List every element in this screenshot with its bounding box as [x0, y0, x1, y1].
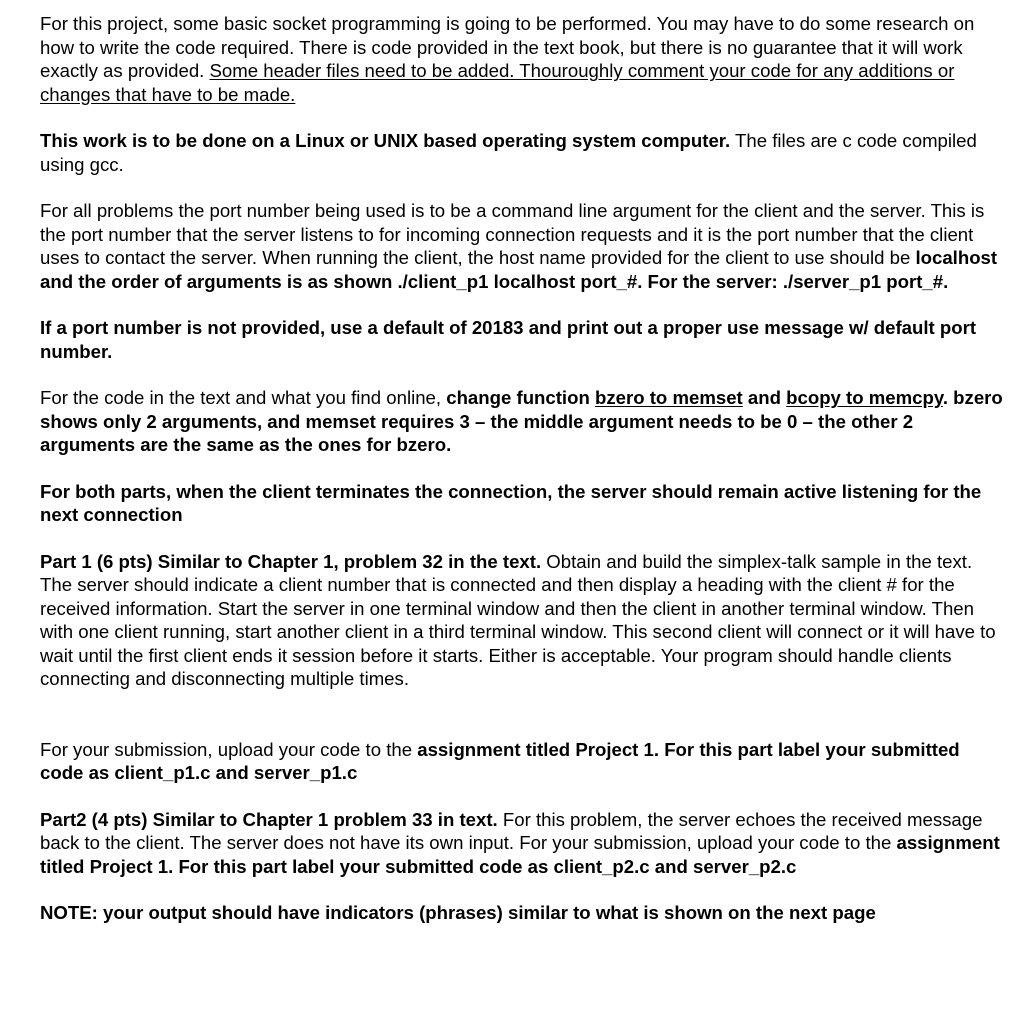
bcopy-memcpy-underlined: bcopy to memcpy — [786, 387, 943, 408]
bzero-memset-underlined: bzero to memset — [594, 387, 743, 408]
default-port-bold: If a port number is not provided, use a default of 20183 and print out a proper use message w/ default port number. — [40, 317, 977, 362]
intro-underlined-instruction: Some header files need to be added. Thouroughly comment your code for any additions or changes that have to be made. — [40, 60, 955, 105]
part2-paragraph — [40, 808, 1008, 879]
os-requirement-text: The files are c code compiled using gcc. — [40, 130, 977, 175]
note-bold: NOTE: your output should have indicators (phrases) similar to what is shown on the next page — [40, 902, 876, 923]
function-change-bold-1: change function — [446, 387, 595, 408]
part1-submission-bold: assignment titled Project 1. For this part label your submitted code as client_p1.c and server_p1.c — [40, 738, 960, 783]
part1-paragraph — [40, 550, 1008, 691]
part2-heading: Part2 (4 pts) Similar to Chapter 1 problem 33 in text. — [40, 808, 498, 830]
part2-text: For this problem, the server echoes the received message back to the client. The server does not have its own input. For your submission, upload your code to the — [40, 808, 983, 853]
part2-submission-bold: assignment titled Project 1. For this part label your submitted code as client_p2.c and server_p2.c — [40, 832, 1000, 877]
part1-heading: Part 1 (6 pts) Similar to Chapter 1, problem 32 in the text. — [40, 550, 542, 572]
intro-paragraph — [40, 12, 1008, 106]
port-number-bold: localhost and the order of arguments is as shown ./client_p1 localhost port_#. For the server: ./server_p1 port_#. — [40, 247, 998, 292]
function-change-bold-2: and — [742, 387, 787, 408]
intro-text: For this project, some basic socket programming is going to be performed. You may have to do some research on how to write the code required. There is code provided in the text book, but there is no guarantee that it will work exactly as provided. — [40, 13, 975, 81]
port-number-paragraph — [40, 199, 1008, 293]
os-requirement-paragraph — [40, 129, 1008, 176]
server-active-paragraph — [40, 480, 1008, 527]
os-requirement-bold: This work is to be done on a Linux or UNIX based operating system computer. — [40, 130, 731, 151]
function-change-text: For the code in the text and what you find online, — [40, 387, 447, 408]
function-change-bold-3: . bzero shows only 2 arguments, and memset requires 3 – the middle argument needs to be 0 – the other 2 arguments are the same as the ones for bzero. — [40, 387, 1003, 455]
part1-text: Obtain and build the simplex-talk sample in the text. The server should indicate a client number that is connected and then display a heading with the client # for the received information. Start the server in one terminal window and then the client in another terminal window. Then with one client running, start another client in a third terminal window. This second client will connect or it will have to wait until the first client ends it session before it starts. Either is acceptable. Your program should handle clients connecting and disconnecting multiple times. — [40, 550, 996, 689]
port-number-text: For all problems the port number being used is to be a command line argument for the client and the server. This is the port number that the server listens to for incoming connection requests and it is the port number that the client uses to contact the server. When running the client, the host name provided for the client to use should be — [40, 200, 985, 268]
part1-submission-text: For your submission, upload your code to the — [40, 738, 418, 760]
server-active-bold: For both parts, when the client terminates the connection, the server should remain active listening for the next connection — [40, 480, 982, 525]
note-paragraph — [40, 901, 1008, 925]
part1-submission-paragraph — [40, 738, 1008, 785]
default-port-paragraph — [40, 316, 1008, 363]
function-change-paragraph — [40, 386, 1008, 457]
